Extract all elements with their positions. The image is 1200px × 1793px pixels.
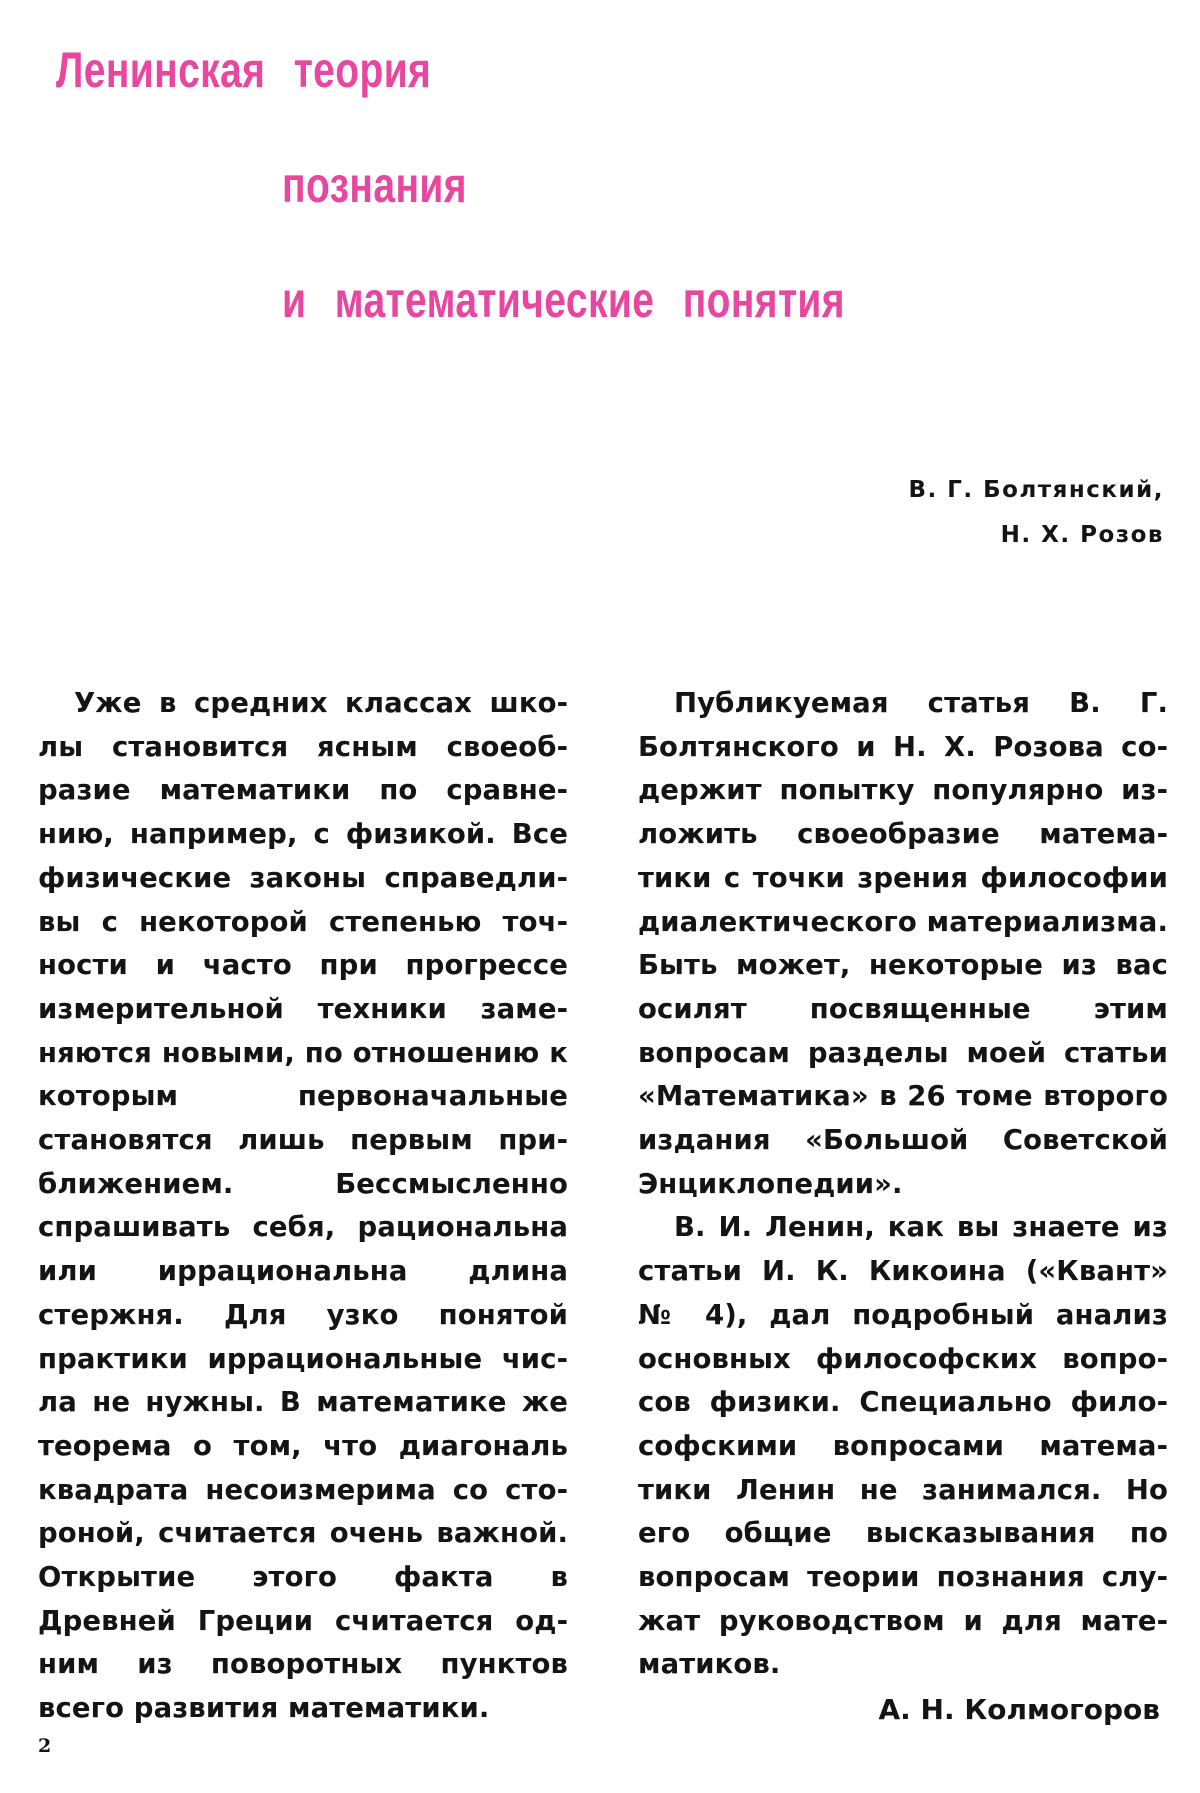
- right-paragraph-1: Публикуемая статья В. Г. Болтянского и Н. Х. Розова содержит попытку популярно изложить своеобразие математики с точки зрения философии диалектического материализма. Быть может, некоторые из вас осилят посвященные этим вопросам разделы моей статьи «Математика» в 26 томе второго издания «Большой Советской Энциклопедии».: [638, 687, 1168, 1200]
- right-column: [638, 682, 1168, 1687]
- title-line-1: Ленинская теория: [56, 42, 432, 98]
- authors-block: [908, 468, 1164, 558]
- author-2: Н. Х. Розов: [1000, 522, 1164, 548]
- left-paragraph: Уже в средних классах школы становится ясным своеобразие математики по сравнению, например, с физикой. Все физические законы справедливы с некоторой степенью точности и часто при прогрессе измерительной техники заменяются новыми, по отношению к которым первоначальные становятся лишь первым приближением. Бессмысленно спрашивать себя, рациональна или иррациональна длина стержня. Для узко понятой практики иррациональные числа не нужны. В математике же теорема о том, что диагональ квадрата несоизмерима со стороной, считается очень важной. Открытие этого факта в Древней Греции считается одним из поворотных пунктов всего развития математики.: [38, 687, 568, 1725]
- title-line-2: познания: [282, 157, 467, 213]
- author-1: В. Г. Болтянский,: [908, 477, 1164, 503]
- page-number: 2: [38, 1735, 52, 1757]
- left-column: [38, 682, 568, 1731]
- title-line-3: и математические понятия: [282, 272, 845, 328]
- signature: А. Н. Колмогоров: [878, 1693, 1160, 1726]
- right-paragraph-2: В. И. Ленин, как вы знаете из статьи И. К. Кикоина («Квант» № 4), дал подробный анализ основных философских вопросов физики. Специально философскими вопросами математики Ленин не занимался. Но его общие высказывания по вопросам теории познания служат руководством и для математиков.: [638, 1211, 1168, 1681]
